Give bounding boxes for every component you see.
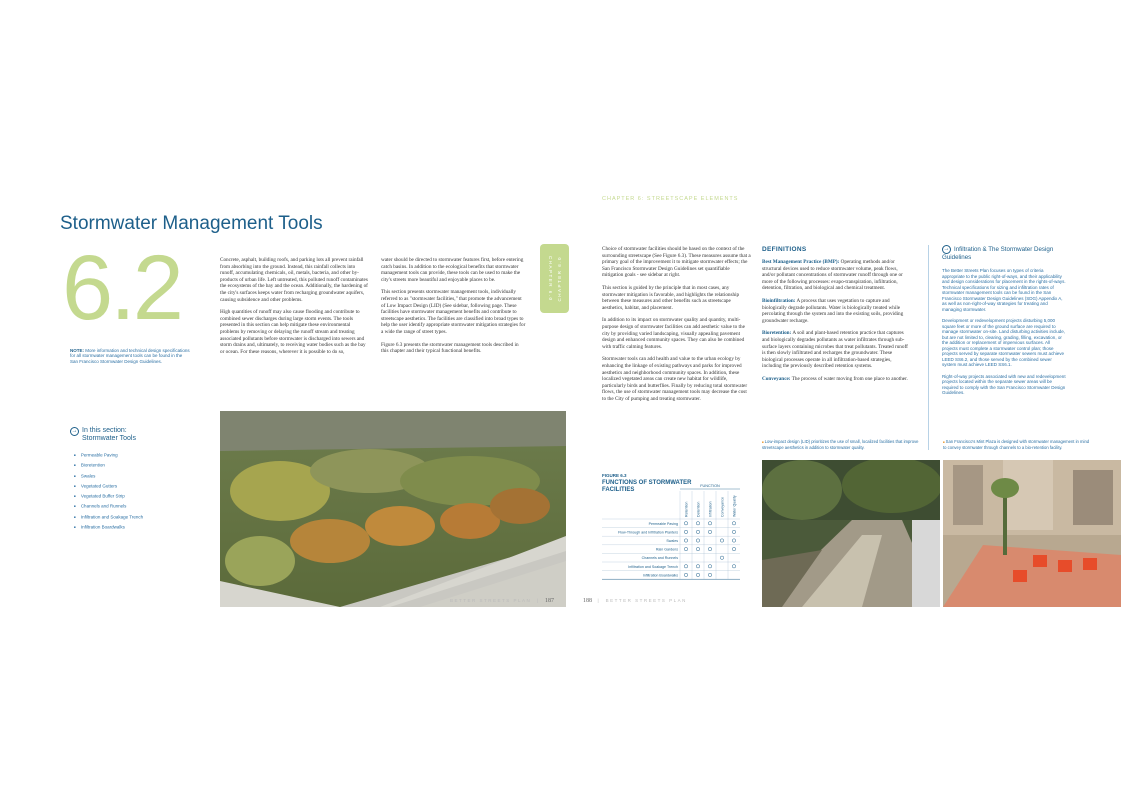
definition	[762, 298, 912, 324]
column-header: Retention	[684, 501, 689, 517]
function-mark	[684, 539, 687, 542]
chapter-tab-label: CHAPTER 6.0	[557, 256, 562, 302]
chapter-header: CHAPTER 6: STREETSCAPE ELEMENTS	[602, 196, 739, 202]
paragraph: The Better Streets Plan focuses on types of criteria appropriate to the public right-of-ways, and their applicability and design considerations for placement in the rights-of-ways. Technical specifications for sizing and infiltration rates of stormwater management tools can be found in the San Francisco Stormwater Design Guidelines (SDG) Appendix A, as well as non-right-of-way strategies for treating and managing stormwater.	[942, 268, 1066, 312]
paragraph: This section presents stormwater management tools, individually referred to as "stormwater facilities," that promote the advancement of Low Impact Design (LID) (See sidebar, following page. These facilities have stormwater management benefits and contribute to streetscape aesthetics. The facilities are classified into broad types to help the user identify appropriate stormwater mitigation strategies for a wide the range of street types.	[381, 289, 526, 335]
row-label: Infiltration Boardwalks	[642, 573, 678, 578]
definition-term: Conveyance:	[762, 375, 791, 382]
paragraph: Stormwater tools can add health and value to the urban ecology by enhancing the linkage of existing pathways and parks for improved aesthetics and neighborhood community spaces. In addition, these localized vegetated areas can create new habitat for wildlife, particularly birds and butterflies. Finally by reducing total stormwater flows, the use of stormwater management tools may decrease the cost to the City of pumping and treating stormwater.	[602, 356, 748, 402]
mint-plaza-photo	[943, 460, 1121, 607]
definition-text: A process that uses vegetation to capture and biologically degrade pollutants. Water is biologically treated while percolating through the system and into the existing soils, providing groundwater recharge.	[762, 297, 904, 324]
arrow-circle-icon: →	[943, 246, 950, 252]
definition-term: Bioinfiltration:	[762, 297, 796, 304]
list-item[interactable]: ■ Channels and Runnels	[74, 501, 143, 511]
definitions-heading: DEFINITIONS	[762, 246, 807, 253]
page-number: 187	[544, 598, 554, 604]
function-mark	[684, 565, 687, 568]
paragraph: In addition to its impact on stormwater quality and quantity, multi-purpose design of stormwater facilities can add aesthetic value to the city by providing varied landscaping, visually appealing pavement design and enhanced community spaces. They can also be combined with traffic calming features.	[602, 317, 745, 350]
list-item[interactable]: ■ Bioretention	[74, 460, 143, 470]
definition	[762, 259, 912, 292]
function-mark	[684, 573, 687, 576]
function-mark	[696, 539, 699, 542]
function-mark	[696, 522, 699, 525]
note-label: NOTE:	[70, 348, 84, 353]
paragraph: Figure 6.3 presents the stormwater management tools described in this chapter and their typical functional benefits.	[381, 341, 519, 355]
function-header: FUNCTION	[700, 484, 720, 488]
sidebar-title: Infiltration & The Stormwater Design Guidelines	[942, 246, 1054, 261]
function-mark	[720, 556, 723, 559]
function-mark	[684, 522, 687, 525]
function-mark	[696, 565, 699, 568]
function-mark	[684, 547, 687, 550]
column-header: Detention	[696, 501, 701, 517]
paragraph: This section is guided by the principle that in most cases, any stormwater mitigation is favorable, and highlights the relationship between these measures and other benefits such as streetscape aesthetics, habitat, and placement.	[602, 284, 740, 311]
in-section-list	[74, 450, 143, 532]
footer-text: BETTER STREETS PLAN	[605, 598, 687, 603]
paragraph: water should be directed to stormwater features first, before entering catch basins. In addition to the ecological benefits that stormwater management tools can provide, these tools can be used to make the city's streets more beautiful and enjoyable places to be.	[381, 257, 524, 283]
column-header: Water Quality	[732, 495, 737, 517]
function-mark	[708, 547, 711, 550]
figure-label: FIGURE 6.3	[602, 473, 627, 478]
section-number: 6.2	[62, 237, 181, 339]
footer-right: 188 | BETTER STREETS PLAN	[583, 598, 687, 604]
arrow-circle-icon: →	[71, 428, 78, 434]
row-label: Channels and Runnels	[641, 556, 678, 561]
row-label: Flow-Through and Infiltration Planters	[618, 530, 678, 535]
row-label: Rain Gardens	[655, 547, 678, 552]
definition-text: The process of water moving from one place to another.	[791, 375, 908, 382]
photo-caption-1: ■ Low-impact design (LID) prioritizes the use of small, localized facilities that improve streetscape aesthetics in addition to stormwater quality.	[762, 439, 922, 450]
paragraph: Choice of stormwater facilities should be based on the context of the surrounding streetscape (See Figure 6.3). These measures assume that a primary goal of the improvement it to mitigate stormwater effects; the San Francisco Stormwater Design Guidelines set quantifiable mitigation goals - see sidebar at right.	[602, 246, 751, 279]
footer-text: BETTER STREETS PLAN	[450, 598, 532, 603]
note	[70, 348, 190, 364]
definition-text: A soil and plant-based retention practice that captures and biologically degrades pollutants as water infiltrates through sub-surface layers containing microbes that treat pollutants. Treated runoff is then slowly infiltrated and recharges the groundwater. These biological processes operate in all infiltration-based strategies, including the previously described retention systems.	[762, 330, 908, 370]
in-section-title: In this section: Stormwater Tools	[82, 427, 136, 442]
function-mark	[708, 530, 711, 533]
function-mark	[708, 522, 711, 525]
paragraph: Development or redevelopment projects disturbing 5,000 square feet or more of the ground surface are required to manage stormwater on-site. Land disturbing activities include, but are not limited to, clearing, grading, filling, excavation, or the addition or replacement of impervious surfaces. All projects must complete a stormwater control plan; those projects served by separate stormwater sewers must achieve LEED SS6.2, and those served by the combined sewer system must achieve LEED SS6.1.	[942, 318, 1066, 367]
function-mark	[732, 530, 735, 533]
definition-term: Bioretention:	[762, 330, 792, 337]
rain-garden-photo	[220, 411, 566, 607]
chapter-tab-label: CHAPTER 6.0	[548, 256, 553, 302]
row-label: Swales	[666, 539, 678, 544]
chapter-tab	[540, 244, 569, 313]
body-column-1	[220, 257, 368, 361]
figure-title-text: FUNCTIONS OF STORMWATER FACILITIES	[602, 480, 692, 493]
definition	[762, 376, 912, 383]
list-item[interactable]: ■ Infiltration and Soakage Trench	[74, 512, 143, 522]
sidebar-heading	[942, 245, 1062, 261]
column-header: Conveyance	[720, 497, 725, 517]
function-mark	[696, 547, 699, 550]
list-item[interactable]: ■ Permeable Paving	[74, 450, 143, 460]
list-item[interactable]: ■ Infiltration Boardwalks	[74, 522, 143, 532]
body-column-3	[602, 246, 752, 408]
page-number: 188	[583, 598, 592, 604]
function-mark	[708, 573, 711, 576]
sidebar-body	[942, 268, 1067, 402]
paragraph: Concrete, asphalt, building roofs, and parking lots all prevent rainfall from absorbing into the ground. Instead, this rainfall collects into runoff, accumulating chemicals, oil, metals, bacteria, and other by-products of urban life. Left untreated, this polluted runoff contaminates the ecosystems of the bay and the ocean. Additionally, the hardening of the city's surfaces keeps water from recharging groundwater aquifers, causing subsidence and other problems.	[220, 257, 368, 303]
paragraph: Right-of-way projects associated with new and redevelopment projects located within the separate sewer areas will be required to comply with the San Francisco Stormwater Design Guidelines.	[942, 373, 1066, 395]
column-header: Infiltration	[708, 501, 713, 517]
function-mark	[696, 573, 699, 576]
page-title: Stormwater Management Tools	[60, 213, 323, 234]
note-text: More information and technical design specifications for all stormwater management tools can be found in the San Francisco Stormwater Design Guidelines.	[70, 348, 190, 364]
definition-text: Operating methods and/or structural devices used to reduce stormwater volume, peak flows, and/or pollutant concentrations of stormwater runoff through one or more of the following processes: evapo-transpiration, infiltration, detention, filtration, and biological and chemical treatment.	[762, 259, 903, 292]
function-mark	[696, 530, 699, 533]
footer-left: BETTER STREETS PLAN | 187	[450, 598, 554, 604]
function-mark	[708, 565, 711, 568]
function-mark	[732, 522, 735, 525]
sidebar-divider	[928, 245, 929, 450]
list-item[interactable]: ■ Swales	[74, 471, 143, 481]
list-item[interactable]: ■ Vegetated Gutters	[74, 481, 143, 491]
list-item[interactable]: ■ Vegetated Buffer Strip	[74, 491, 143, 501]
definition	[762, 330, 912, 370]
function-mark	[732, 565, 735, 568]
definitions-list	[762, 259, 912, 389]
function-mark	[684, 530, 687, 533]
function-mark	[732, 539, 735, 542]
row-label: Infiltration and Soakage Trench	[628, 564, 678, 569]
in-section-heading	[70, 427, 162, 443]
functions-table	[602, 483, 742, 598]
paragraph: High quantities of runoff may also cause flooding and contribute to combined sewer discharges during large storm events. The tools presented in this section can help mitigate these environmental problems by removing or delaying the runoff stream and treating associated pollutants before stormwater is discharged into sewers and storm drains and, ultimately, to receiving water bodies such as the bay or ocean. For these reasons, wherever it is possible to do so,	[220, 309, 366, 355]
street-trees-photo	[762, 460, 940, 607]
body-column-2	[381, 257, 526, 361]
photo-caption-2: ■ San Francisco's Mint Plaza is designed with stormwater management in mind to convey stormwater through channels to a bio-retention facility.	[943, 439, 1093, 450]
definition-term: Best Management Practice (BMP):	[762, 259, 840, 265]
function-mark	[720, 539, 723, 542]
row-label: Permeable Paving	[648, 521, 678, 526]
function-mark	[732, 547, 735, 550]
